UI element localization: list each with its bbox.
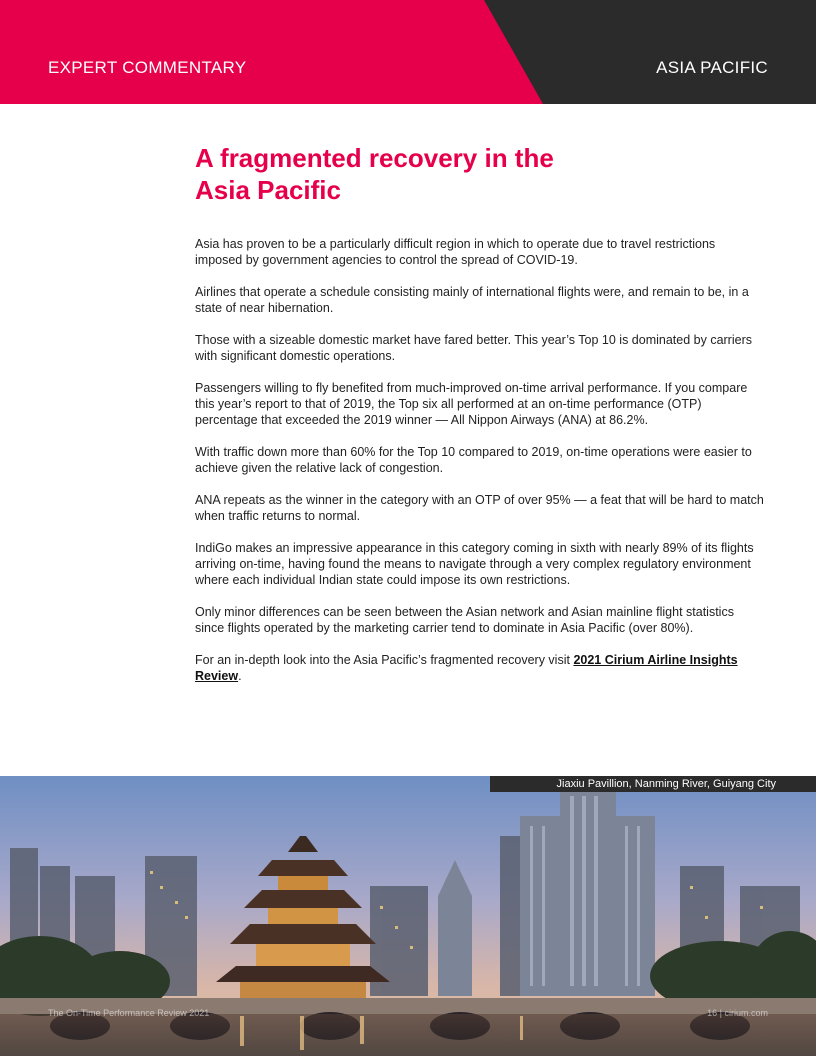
title-line-1: A fragmented recovery in the <box>195 143 554 173</box>
paragraph: Only minor differences can be seen between the Asian network and Asian mainline flight statistics since flights operated by the marketing carrier tend to dominate in Asia Pacific (over 80%). <box>195 605 734 635</box>
paragraph: IndiGo makes an impressive appearance in this category coming in sixth with nearly 89% of its flights arriving on-time, having found the means to navigate through a very complex regulatory environment where each individual Indian state could impose its own restrictions. <box>195 541 754 587</box>
footer-publication: The On-Time Performance Review 2021 <box>48 1008 210 1018</box>
paragraph: ANA repeats as the winner in the category with an OTP of over 95% — a feat that will be hard to match when traffic returns to normal. <box>195 493 764 523</box>
article-body <box>195 236 765 700</box>
section-label: EXPERT COMMENTARY <box>48 58 247 77</box>
paragraph: Asia has proven to be a particularly difficult region in which to operate due to travel restrictions imposed by government agencies to control the spread of COVID-19. <box>195 237 716 267</box>
region-label: ASIA PACIFIC <box>656 58 768 77</box>
paragraph: Passengers willing to fly benefited from much-improved on-time arrival performance. If you compare this year’s report to that of 2019, the Top six all performed at an on-time performance (OTP) percentage that exceeded the 2019 winner — All Nippon Airways (ANA) at 86.2%. <box>195 381 748 427</box>
closing-prefix: For an in-depth look into the Asia Pacific’s fragmented recovery visit <box>195 653 574 667</box>
photo-caption: Jiaxiu Pavillion, Nanming River, Guiyang City <box>490 776 816 792</box>
paragraph: With traffic down more than 60% for the Top 10 compared to 2019, on-time operations were easier to achieve given the relative lack of congestion. <box>195 445 752 475</box>
paragraph: Airlines that operate a schedule consisting mainly of international flights were, and remain to be, in a state of near hibernation. <box>195 285 749 315</box>
footer-page-number: 16 | cirium.com <box>707 1008 768 1018</box>
paragraph: Those with a sizeable domestic market have fared better. This year’s Top 10 is dominated by carriers with significant domestic operations. <box>195 333 752 363</box>
closing-paragraph <box>195 652 765 684</box>
closing-suffix: . <box>238 669 242 683</box>
title-line-2: Asia Pacific <box>195 175 341 205</box>
article-title <box>195 142 755 206</box>
insights-review-link[interactable]: 2021 Cirium Airline Insights Review <box>195 653 738 683</box>
